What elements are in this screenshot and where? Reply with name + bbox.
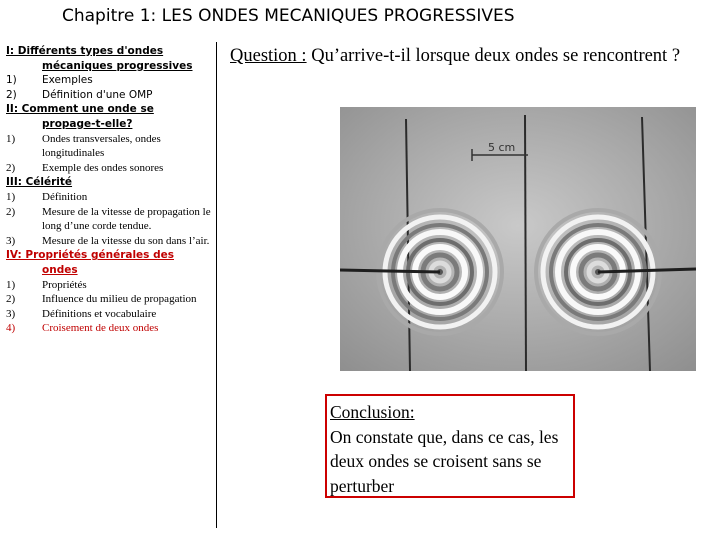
outline-item <box>6 292 212 307</box>
rule-line <box>525 115 526 371</box>
item-number: 1) <box>6 132 16 145</box>
outline-item <box>6 278 212 293</box>
conclusion-box <box>325 394 575 498</box>
item-text: Définition <box>42 190 88 203</box>
item-number: 4) <box>6 322 16 335</box>
section-heading-4: IV: Propriétés générales des <box>6 249 174 262</box>
question-text <box>230 44 710 69</box>
question-body: Qu’arrive-t-il lorsque deux ondes se rencontrent ? <box>306 46 681 66</box>
item-text: Mesure de la vitesse de propagation le long d’une corde tendue. <box>42 205 211 233</box>
item-text: Propriétés <box>42 278 87 291</box>
question-label: Question : <box>230 46 307 66</box>
item-number: 2) <box>6 161 16 174</box>
item-text: Définition d'une OMP <box>42 88 153 101</box>
item-text: Exemples <box>42 74 93 87</box>
item-number: 1) <box>6 74 17 87</box>
section-heading-4-cont: ondes <box>42 263 78 276</box>
item-number: 2) <box>6 88 17 101</box>
vertical-divider <box>216 42 217 528</box>
outline-item <box>6 307 212 322</box>
conclusion-body: On constate que, dans ce cas, les deux ondes se croisent sans se perturber <box>330 426 559 496</box>
conclusion-title: Conclusion: <box>330 402 415 422</box>
item-text: Exemple des ondes sonores <box>42 161 164 174</box>
item-number: 3) <box>6 307 16 320</box>
item-number: 3) <box>6 234 16 247</box>
section-heading-3: III: Célérité <box>6 176 73 189</box>
outline-item <box>6 88 212 103</box>
item-text: Définitions et vocabulaire <box>42 307 157 320</box>
section-heading-2-cont: propage-t-elle? <box>42 117 133 130</box>
section-heading-2: II: Comment une onde se <box>6 103 154 116</box>
section-heading-1-cont: mécaniques progressives <box>42 59 193 72</box>
outline-item <box>6 234 212 249</box>
item-number: 2) <box>6 293 16 306</box>
scale-label: 5 cm <box>488 141 516 154</box>
item-text: Ondes transversales, ondes longitudinales <box>42 132 161 160</box>
vibrator-tip-left <box>340 270 440 272</box>
chapter-outline <box>6 44 212 336</box>
outline-item <box>6 205 212 234</box>
outline-item-current <box>6 321 212 336</box>
outline-item <box>6 161 212 176</box>
item-number: 1) <box>6 278 16 291</box>
outline-item <box>6 132 212 161</box>
item-text: Croisement de deux ondes <box>42 322 159 335</box>
ripple-tank-photo <box>340 107 696 371</box>
item-text: Influence du milieu de propagation <box>42 293 197 306</box>
outline-item <box>6 73 212 88</box>
item-text: Mesure de la vitesse du son dans l’air. <box>42 234 210 247</box>
outline-item <box>6 190 212 205</box>
page-title: Chapitre 1: LES ONDES MECANIQUES PROGRESSIVES <box>62 6 515 26</box>
item-number: 2) <box>6 205 16 218</box>
section-heading-1: I: Différents types d'ondes <box>6 45 164 57</box>
item-number: 1) <box>6 190 16 203</box>
